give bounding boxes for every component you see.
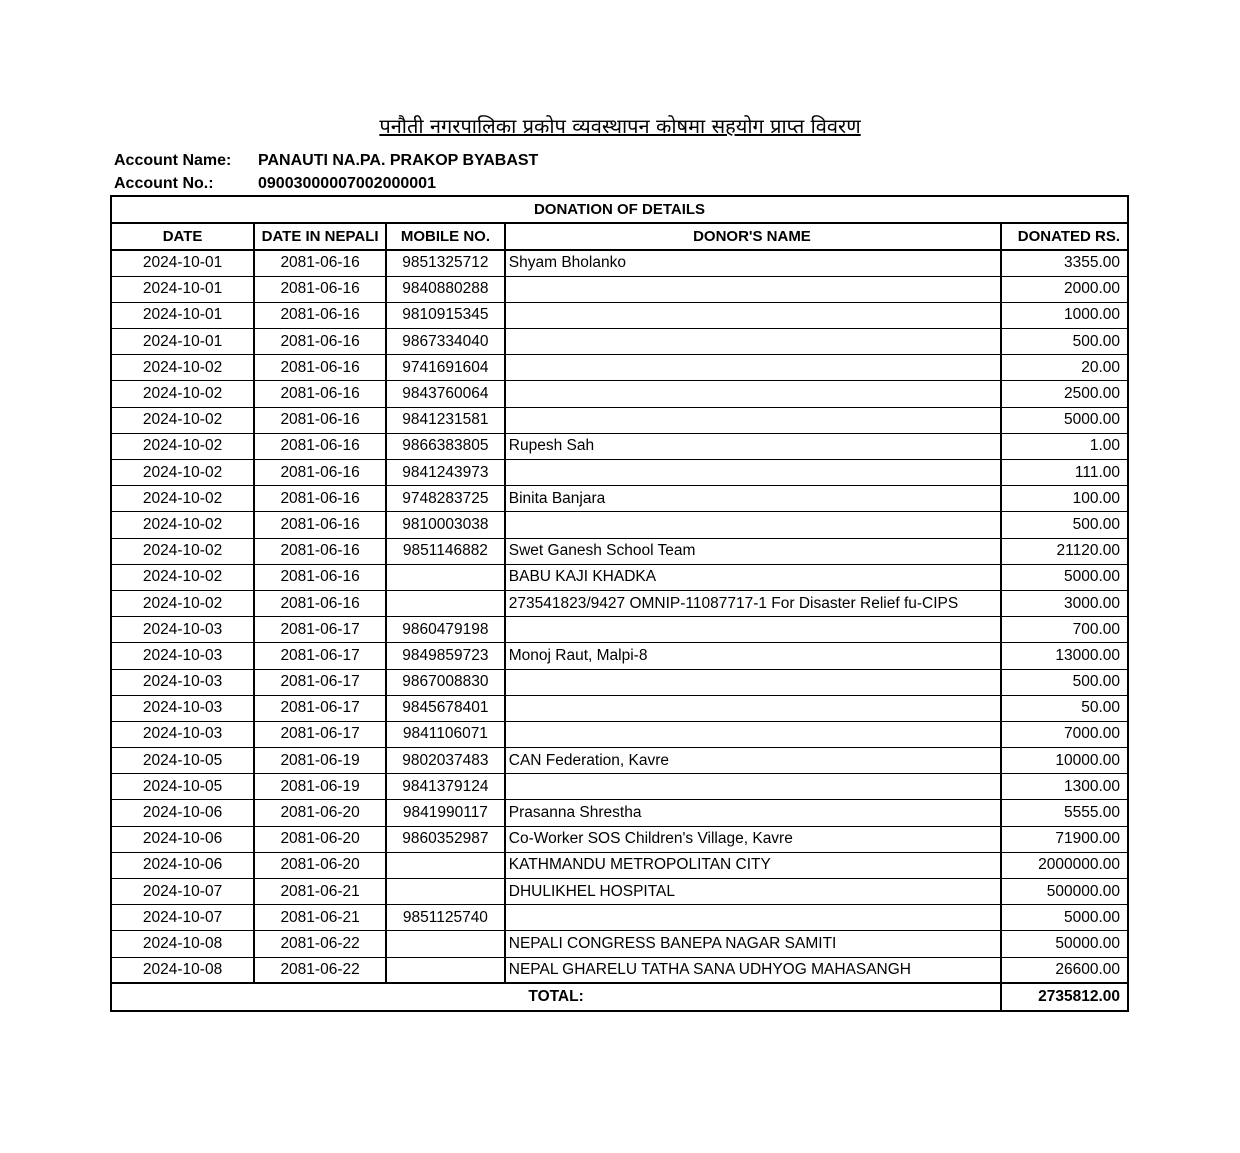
cell-amount: 5555.00 <box>1001 800 1128 826</box>
cell-date-nepali: 2081-06-16 <box>254 302 386 328</box>
cell-mobile: 9841990117 <box>386 800 505 826</box>
cell-donor-name <box>505 276 1001 302</box>
cell-donor-name: Shyam Bholanko <box>505 250 1001 276</box>
cell-donor-name: DHULIKHEL HOSPITAL <box>505 879 1001 905</box>
table-row <box>111 774 1128 800</box>
cell-mobile: 9841243973 <box>386 460 505 486</box>
cell-amount: 3000.00 <box>1001 590 1128 616</box>
cell-date-nepali: 2081-06-16 <box>254 329 386 355</box>
cell-date-nepali: 2081-06-17 <box>254 669 386 695</box>
cell-mobile <box>386 852 505 878</box>
table-row <box>111 852 1128 878</box>
cell-amount: 13000.00 <box>1001 643 1128 669</box>
cell-donor-name: 273541823/9427 OMNIP-11087717-1 For Disaster Relief fu-CIPS <box>505 590 1001 616</box>
cell-amount: 21120.00 <box>1001 538 1128 564</box>
cell-date: 2024-10-02 <box>111 460 254 486</box>
cell-date: 2024-10-01 <box>111 329 254 355</box>
cell-mobile <box>386 957 505 983</box>
cell-amount: 500.00 <box>1001 669 1128 695</box>
cell-date: 2024-10-03 <box>111 617 254 643</box>
cell-donor-name <box>505 905 1001 931</box>
cell-donor-name: Monoj Raut, Malpi-8 <box>505 643 1001 669</box>
cell-date-nepali: 2081-06-16 <box>254 538 386 564</box>
cell-date: 2024-10-06 <box>111 852 254 878</box>
cell-date-nepali: 2081-06-20 <box>254 852 386 878</box>
cell-amount: 500.00 <box>1001 329 1128 355</box>
cell-mobile: 9851146882 <box>386 538 505 564</box>
header-mobile: MOBILE NO. <box>386 223 505 250</box>
cell-date: 2024-10-05 <box>111 748 254 774</box>
table-row <box>111 800 1128 826</box>
table-caption-row <box>111 196 1128 223</box>
cell-amount: 2000000.00 <box>1001 852 1128 878</box>
donation-table <box>110 195 1129 1012</box>
cell-date: 2024-10-03 <box>111 669 254 695</box>
cell-mobile: 9841106071 <box>386 721 505 747</box>
cell-mobile: 9802037483 <box>386 748 505 774</box>
cell-amount: 10000.00 <box>1001 748 1128 774</box>
cell-date-nepali: 2081-06-20 <box>254 826 386 852</box>
cell-donor-name <box>505 302 1001 328</box>
cell-amount: 5000.00 <box>1001 905 1128 931</box>
cell-amount: 100.00 <box>1001 486 1128 512</box>
cell-amount: 1000.00 <box>1001 302 1128 328</box>
cell-amount: 1300.00 <box>1001 774 1128 800</box>
table-row <box>111 276 1128 302</box>
cell-date-nepali: 2081-06-20 <box>254 800 386 826</box>
cell-donor-name: Swet Ganesh School Team <box>505 538 1001 564</box>
cell-date: 2024-10-06 <box>111 826 254 852</box>
cell-mobile <box>386 590 505 616</box>
cell-donor-name <box>505 695 1001 721</box>
header-donor-name: DONOR'S NAME <box>505 223 1001 250</box>
cell-donor-name <box>505 381 1001 407</box>
cell-mobile: 9866383805 <box>386 433 505 459</box>
cell-mobile: 9840880288 <box>386 276 505 302</box>
account-number-line <box>114 175 436 193</box>
cell-amount: 71900.00 <box>1001 826 1128 852</box>
table-row <box>111 250 1128 276</box>
header-date: DATE <box>111 223 254 250</box>
cell-date-nepali: 2081-06-16 <box>254 512 386 538</box>
table-row <box>111 748 1128 774</box>
table-row <box>111 590 1128 616</box>
cell-date-nepali: 2081-06-16 <box>254 564 386 590</box>
cell-date-nepali: 2081-06-16 <box>254 355 386 381</box>
cell-date: 2024-10-01 <box>111 302 254 328</box>
account-number-label: Account No.: <box>114 175 214 192</box>
cell-amount: 500000.00 <box>1001 879 1128 905</box>
cell-mobile: 9851325712 <box>386 250 505 276</box>
cell-amount: 700.00 <box>1001 617 1128 643</box>
table-row <box>111 905 1128 931</box>
cell-mobile: 9851125740 <box>386 905 505 931</box>
table-row <box>111 957 1128 983</box>
cell-date-nepali: 2081-06-22 <box>254 957 386 983</box>
cell-date: 2024-10-03 <box>111 721 254 747</box>
cell-donor-name <box>505 617 1001 643</box>
cell-amount: 3355.00 <box>1001 250 1128 276</box>
cell-amount: 500.00 <box>1001 512 1128 538</box>
table-row <box>111 931 1128 957</box>
header-donated-amount: DONATED RS. <box>1001 223 1128 250</box>
cell-amount: 7000.00 <box>1001 721 1128 747</box>
cell-donor-name <box>505 721 1001 747</box>
table-row <box>111 512 1128 538</box>
cell-date-nepali: 2081-06-17 <box>254 721 386 747</box>
cell-donor-name <box>505 512 1001 538</box>
cell-date: 2024-10-07 <box>111 905 254 931</box>
total-row <box>111 983 1128 1011</box>
cell-donor-name <box>505 407 1001 433</box>
cell-date-nepali: 2081-06-16 <box>254 407 386 433</box>
table-row <box>111 721 1128 747</box>
cell-donor-name <box>505 774 1001 800</box>
cell-date: 2024-10-03 <box>111 643 254 669</box>
cell-date: 2024-10-01 <box>111 276 254 302</box>
cell-mobile: 9843760064 <box>386 381 505 407</box>
cell-date-nepali: 2081-06-19 <box>254 774 386 800</box>
table-row <box>111 695 1128 721</box>
table-row <box>111 643 1128 669</box>
cell-date: 2024-10-05 <box>111 774 254 800</box>
cell-amount: 50.00 <box>1001 695 1128 721</box>
cell-date: 2024-10-02 <box>111 564 254 590</box>
cell-mobile <box>386 879 505 905</box>
cell-date: 2024-10-02 <box>111 538 254 564</box>
cell-date: 2024-10-02 <box>111 407 254 433</box>
cell-donor-name <box>505 329 1001 355</box>
account-number-value: 09003000007002000001 <box>258 175 436 192</box>
cell-amount: 5000.00 <box>1001 407 1128 433</box>
cell-date: 2024-10-03 <box>111 695 254 721</box>
table-row <box>111 355 1128 381</box>
cell-mobile: 9810003038 <box>386 512 505 538</box>
cell-donor-name: BABU KAJI KHADKA <box>505 564 1001 590</box>
cell-donor-name: NEPAL GHARELU TATHA SANA UDHYOG MAHASANGH <box>505 957 1001 983</box>
cell-date-nepali: 2081-06-17 <box>254 695 386 721</box>
cell-date-nepali: 2081-06-16 <box>254 433 386 459</box>
cell-donor-name: Co-Worker SOS Children's Village, Kavre <box>505 826 1001 852</box>
cell-donor-name <box>505 669 1001 695</box>
table-row <box>111 538 1128 564</box>
table-row <box>111 381 1128 407</box>
cell-amount: 20.00 <box>1001 355 1128 381</box>
cell-mobile: 9741691604 <box>386 355 505 381</box>
cell-amount: 2000.00 <box>1001 276 1128 302</box>
cell-donor-name <box>505 355 1001 381</box>
cell-mobile: 9841231581 <box>386 407 505 433</box>
table-row <box>111 433 1128 459</box>
cell-mobile: 9860479198 <box>386 617 505 643</box>
cell-date-nepali: 2081-06-16 <box>254 381 386 407</box>
table-row <box>111 669 1128 695</box>
cell-date: 2024-10-02 <box>111 433 254 459</box>
account-name-value: PANAUTI NA.PA. PRAKOP BYABAST <box>258 152 539 169</box>
table-row <box>111 826 1128 852</box>
table-row <box>111 460 1128 486</box>
cell-mobile <box>386 564 505 590</box>
cell-date-nepali: 2081-06-22 <box>254 931 386 957</box>
cell-date: 2024-10-08 <box>111 957 254 983</box>
cell-donor-name: KATHMANDU METROPOLITAN CITY <box>505 852 1001 878</box>
cell-mobile: 9849859723 <box>386 643 505 669</box>
cell-amount: 111.00 <box>1001 460 1128 486</box>
account-name-line <box>114 152 538 170</box>
table-caption: DONATION OF DETAILS <box>111 196 1128 223</box>
total-value: 2735812.00 <box>1001 983 1128 1011</box>
cell-date-nepali: 2081-06-16 <box>254 590 386 616</box>
cell-date-nepali: 2081-06-17 <box>254 617 386 643</box>
table-row <box>111 329 1128 355</box>
cell-date-nepali: 2081-06-17 <box>254 643 386 669</box>
table-header-row <box>111 223 1128 250</box>
table-row <box>111 302 1128 328</box>
table-row <box>111 879 1128 905</box>
cell-mobile: 9845678401 <box>386 695 505 721</box>
cell-donor-name <box>505 460 1001 486</box>
cell-amount: 26600.00 <box>1001 957 1128 983</box>
table-row <box>111 486 1128 512</box>
cell-date: 2024-10-07 <box>111 879 254 905</box>
cell-date: 2024-10-06 <box>111 800 254 826</box>
total-label: TOTAL: <box>111 983 1001 1011</box>
cell-amount: 5000.00 <box>1001 564 1128 590</box>
table-row <box>111 407 1128 433</box>
cell-date-nepali: 2081-06-16 <box>254 460 386 486</box>
cell-date: 2024-10-02 <box>111 355 254 381</box>
cell-date-nepali: 2081-06-16 <box>254 276 386 302</box>
cell-mobile: 9748283725 <box>386 486 505 512</box>
cell-mobile: 9867008830 <box>386 669 505 695</box>
cell-mobile: 9810915345 <box>386 302 505 328</box>
cell-date-nepali: 2081-06-16 <box>254 250 386 276</box>
cell-date: 2024-10-02 <box>111 590 254 616</box>
cell-date-nepali: 2081-06-21 <box>254 905 386 931</box>
cell-donor-name: Prasanna Shrestha <box>505 800 1001 826</box>
cell-date-nepali: 2081-06-19 <box>254 748 386 774</box>
cell-amount: 1.00 <box>1001 433 1128 459</box>
table-row <box>111 617 1128 643</box>
cell-donor-name: Binita Banjara <box>505 486 1001 512</box>
cell-date: 2024-10-02 <box>111 512 254 538</box>
account-name-label: Account Name: <box>114 152 232 169</box>
cell-date: 2024-10-02 <box>111 381 254 407</box>
document-title: पनौती नगरपालिका प्रकोप व्यवस्थापन कोषमा सहयोग प्राप्त विवरण <box>379 114 861 138</box>
cell-mobile: 9841379124 <box>386 774 505 800</box>
header-date-nepali: DATE IN NEPALI <box>254 223 386 250</box>
cell-mobile: 9860352987 <box>386 826 505 852</box>
cell-amount: 2500.00 <box>1001 381 1128 407</box>
table-row <box>111 564 1128 590</box>
cell-donor-name: CAN Federation, Kavre <box>505 748 1001 774</box>
cell-mobile <box>386 931 505 957</box>
cell-donor-name: Rupesh Sah <box>505 433 1001 459</box>
cell-date: 2024-10-08 <box>111 931 254 957</box>
cell-date-nepali: 2081-06-21 <box>254 879 386 905</box>
cell-date: 2024-10-01 <box>111 250 254 276</box>
cell-date: 2024-10-02 <box>111 486 254 512</box>
cell-amount: 50000.00 <box>1001 931 1128 957</box>
cell-donor-name: NEPALI CONGRESS BANEPA NAGAR SAMITI <box>505 931 1001 957</box>
cell-date-nepali: 2081-06-16 <box>254 486 386 512</box>
cell-mobile: 9867334040 <box>386 329 505 355</box>
